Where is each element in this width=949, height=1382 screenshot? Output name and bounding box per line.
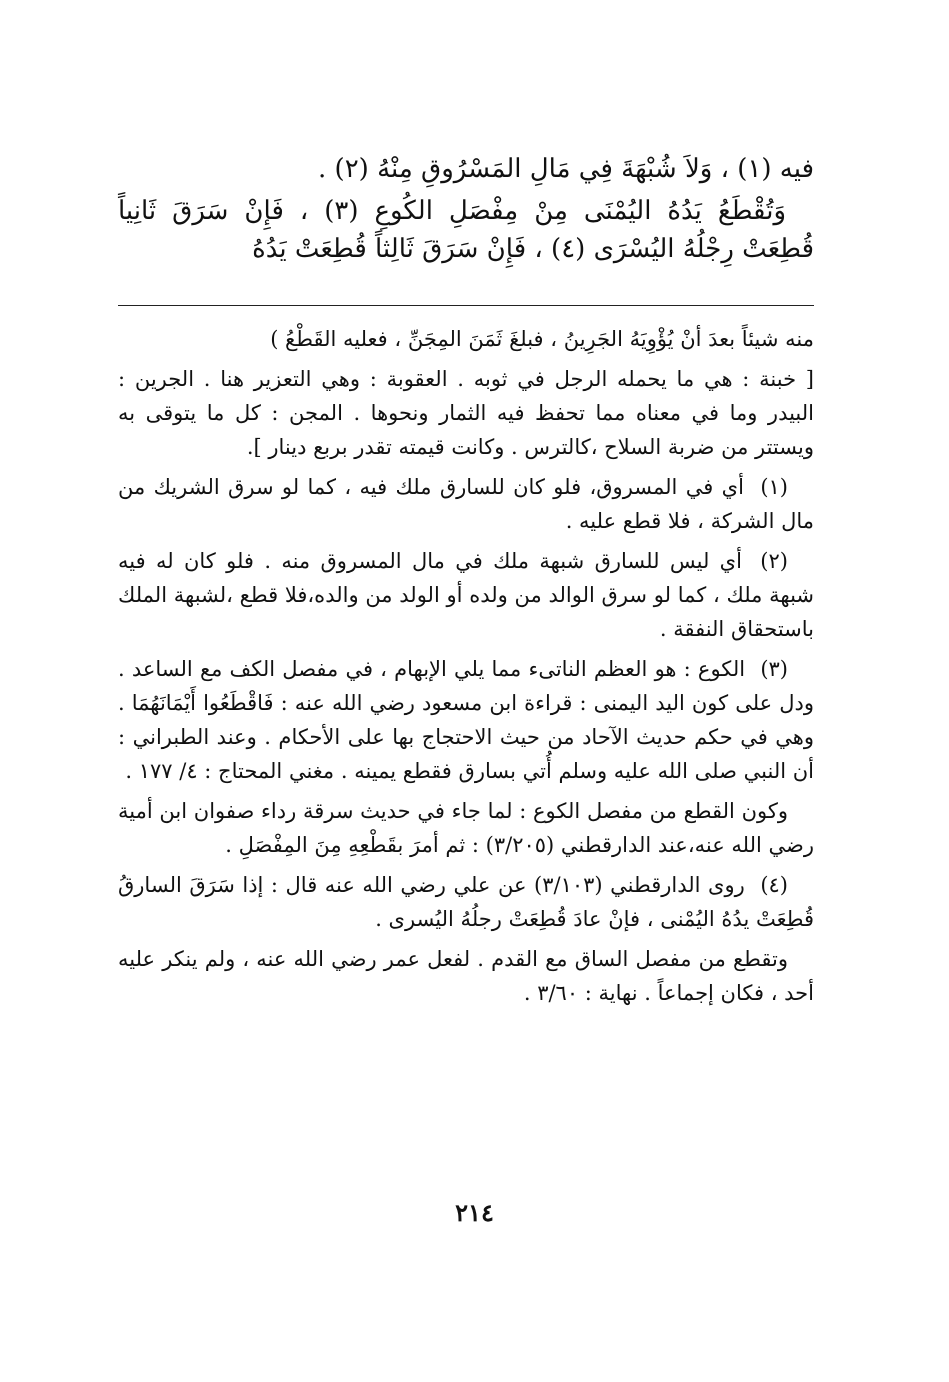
footnote-intro-2: [ خبنة : هي ما يحمله الرجل في ثوبه . العقوبة : وهي التعزير هنا . الجرين : البيدر وما في معناه مما تحفظ فيه الثمار ونحوها . المجن : كل ما يتوقى به ويستتر من ضربة السلاح ،كالترس . وكانت قيمته تقدر بربع دينار ]. (118, 367, 814, 459)
footnote-3-number: (٣) (760, 657, 788, 681)
footnote-2-text: أي ليس للسارق شبهة ملك في مال المسروق منه . فلو كان له فيه شبهة ملك ، كما لو سرق الوالد من ولده أو الولد من والده،فلا قطع ،لشبهة الملك باستحقاق النفقة . (118, 549, 814, 641)
footnotes (118, 322, 814, 1016)
footnote-3-continuation: وكون القطع من مفصل الكوع : لما جاء في حديث سرقة رداء صفوان ابن أمية رضي الله عنه،عند الدارقطني (٣/٢٠٥) : ثم أمرَ بقَطْعِهِ مِنَ المِفْصَلِ . (118, 799, 814, 857)
footnote-intro-1: منه شيئاً بعدَ أنْ يُؤْوِيَهُ الجَرِينُ ، فبلغَ ثَمَنَ المِجَنِّ ، فعليه القَطْعُ ) (270, 327, 814, 351)
main-line-2: وَتُقْطَعُ يَدُهُ اليُمْنَى مِنْ مِفْصَلِ الكُوعِ (٣) ، فَإِنْ سَرَقَ ثَانِياً قُطِعَتْ رِجْلُهُ اليُسْرَى (٤) ، فَإِنْ سَرَقَ ثَالِثاً قُطِعَتْ يَدُهُ (118, 196, 814, 264)
footnote-1 (118, 470, 814, 538)
footnote-4-number: (٤) (760, 873, 788, 897)
footnote-2 (118, 544, 814, 646)
footnote-1-text: أي في المسروق، فلو كان للسارق ملك فيه ، كما لو سرق الشريك من مال الشركة ، فلا قطع عليه . (118, 475, 814, 533)
main-text (118, 150, 814, 272)
page-number: ٢١٤ (455, 1198, 494, 1227)
footnote-2-number: (٢) (760, 549, 788, 573)
main-line-1: فيه (١) ، وَلاَ شُبْهَةَ فِي مَالِ المَسْرُوقِ مِنْهُ (٢) . (318, 154, 814, 184)
footnote-4-continuation: وتقطع من مفصل الساق مع القدم . لفعل عمر رضي الله عنه ، ولم ينكر عليه أحد ، فكان إجماعاً . نهاية : ٣/٦٠ . (118, 947, 814, 1005)
footnote-4 (118, 868, 814, 936)
footnote-3-text: الكوع : هو العظم الناتىء مما يلي الإبهام ، في مفصل الكف مع الساعد . ودل على كون اليد اليمنى : قراءة ابن مسعود رضي الله عنه : فَاقْطَعُوا أَيْمَانَهُمَا . وهي في حكم حديث الآحاد من حيث الاحتجاج بها على الأحكام . وعند الطبراني : أن النبي صلى الله عليه وسلم أُتي بسارق فقطع يمينه . مغني المحتاج : ٤/ ١٧٧ . (118, 657, 815, 783)
footnote-divider (118, 305, 814, 306)
footnote-3 (118, 652, 814, 788)
footnote-4-text: روى الدارقطني (٣/١٠٣) عن علي رضي الله عنه قال : إذا سَرَقَ السارقُ قُطِعَتْ يدُهُ اليُمْنى ، فإنْ عادَ قُطِعَتْ رجلُهُ اليُسرى . (118, 873, 814, 931)
footnote-1-number: (١) (760, 475, 788, 499)
